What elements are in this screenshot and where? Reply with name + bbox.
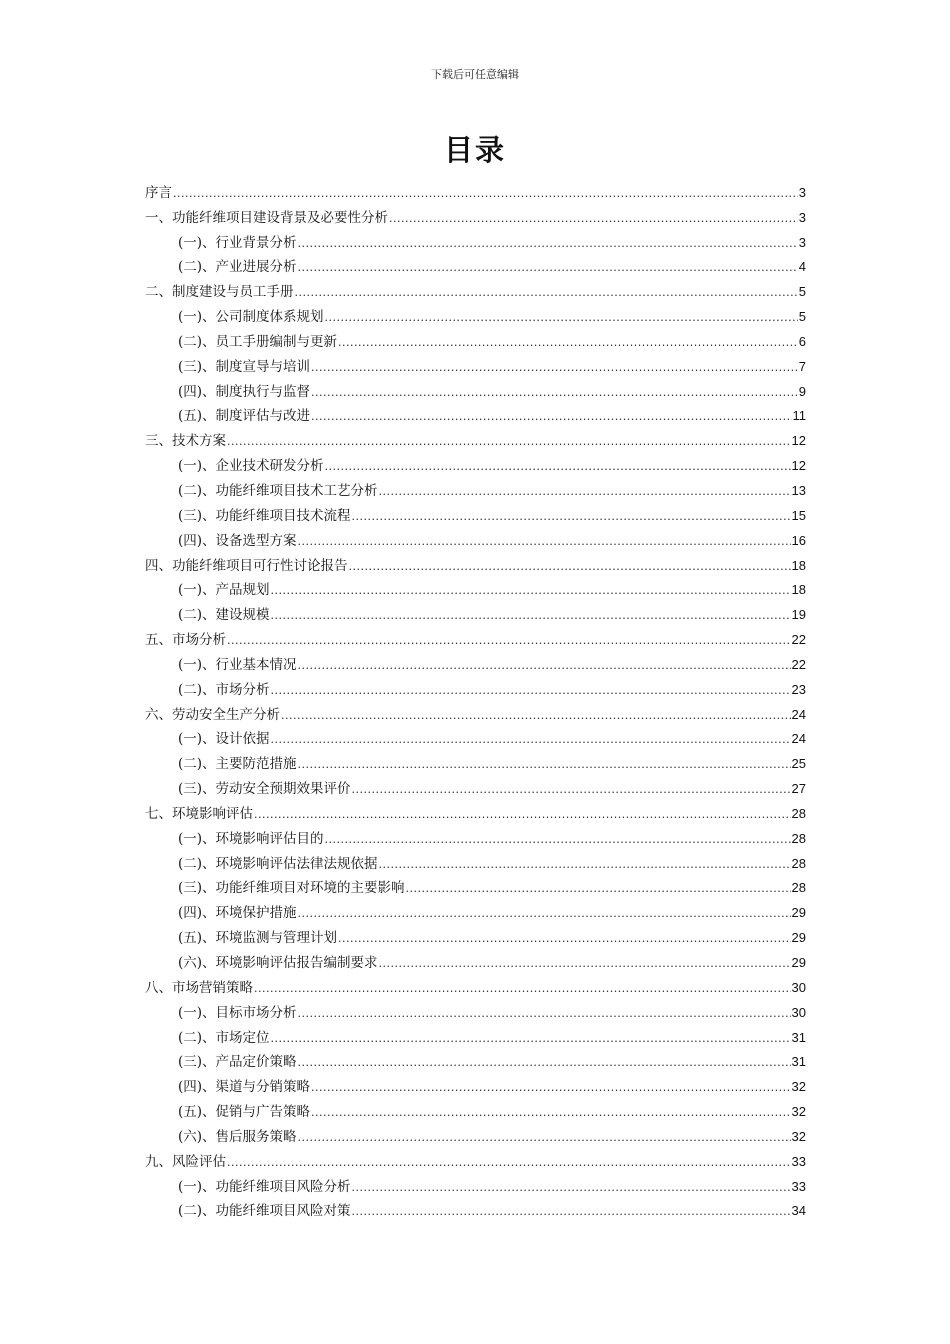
toc-dot-leader [311, 386, 798, 400]
toc-dot-leader [311, 361, 798, 375]
toc-entry-title: 七、环境影响评估 [145, 805, 253, 822]
toc-entry[interactable] [145, 1195, 806, 1220]
toc-entry-title: (五)、制度评估与改进 [178, 408, 311, 425]
toc-page-number: 33 [791, 1153, 806, 1169]
toc-entry[interactable] [145, 1095, 806, 1120]
toc-page-number: 33 [791, 1178, 806, 1194]
toc-page-number: 28 [791, 855, 806, 871]
toc-dot-leader [271, 684, 791, 698]
toc-page-number: 18 [791, 557, 806, 573]
toc-entry[interactable] [145, 176, 806, 201]
toc-page-number: 29 [791, 905, 806, 921]
toc-page-number: 5 [798, 309, 806, 325]
toc-entry[interactable] [145, 648, 806, 673]
toc-entry[interactable] [145, 772, 806, 797]
toc-dot-leader [271, 584, 791, 598]
toc-dot-leader [298, 1131, 791, 1145]
toc-dot-leader [271, 733, 791, 747]
toc-entry-title: (三)、功能纤维项目对环境的主要影响 [178, 880, 405, 897]
toc-entry-title: (二)、建设规模 [178, 607, 270, 624]
toc-dot-leader [298, 261, 798, 275]
toc-dot-leader [298, 758, 791, 772]
toc-page-number: 4 [798, 259, 806, 275]
toc-entry-title: (一)、设计依据 [178, 731, 270, 748]
toc-page-number: 18 [791, 582, 806, 598]
toc-page-number: 7 [798, 358, 806, 374]
toc-dot-leader [227, 435, 791, 449]
toc-entry-title: (三)、功能纤维项目技术流程 [178, 507, 351, 524]
toc-page-number: 32 [791, 1079, 806, 1095]
toc-dot-leader [254, 982, 791, 996]
toc-entry-title: (二)、功能纤维项目风险对策 [178, 1203, 351, 1220]
toc-page-number: 6 [798, 333, 806, 349]
toc-page-number: 23 [791, 681, 806, 697]
toc-page-number: 3 [798, 184, 806, 200]
toc-page-number: 15 [791, 507, 806, 523]
toc-entry-title: (一)、产品规划 [178, 582, 270, 599]
toc-dot-leader [173, 187, 798, 201]
toc-page-number: 24 [791, 731, 806, 747]
toc-dot-leader [349, 560, 791, 574]
toc-entry-title: 六、劳动安全生产分析 [145, 706, 280, 723]
toc-page-number: 30 [791, 979, 806, 995]
toc-dot-leader [311, 410, 791, 424]
toc-dot-leader [379, 957, 791, 971]
toc-dot-leader [298, 237, 798, 251]
toc-entry-title: 序言 [145, 184, 172, 201]
toc-dot-leader [325, 311, 798, 325]
toc-entry[interactable] [145, 1046, 806, 1071]
toc-entry[interactable] [145, 971, 806, 996]
toc-page-number: 3 [798, 234, 806, 250]
toc-entry-title: (一)、企业技术研发分析 [178, 458, 324, 475]
toc-entry[interactable] [145, 872, 806, 897]
toc-entry[interactable] [145, 1070, 806, 1095]
toc-page-number: 29 [791, 955, 806, 970]
toc-page-number: 30 [791, 1004, 806, 1020]
toc-page-number: 5 [798, 284, 806, 300]
toc-entry[interactable] [145, 797, 806, 822]
toc-dot-leader [298, 535, 791, 549]
toc-entry-title: (三)、劳动安全预期效果评价 [178, 781, 351, 798]
toc-page-number: 32 [791, 1104, 806, 1120]
toc-entry[interactable] [145, 549, 806, 574]
toc-dot-leader [311, 1081, 790, 1095]
toc-entry[interactable] [145, 921, 806, 946]
toc-entry[interactable] [145, 996, 806, 1021]
toc-entry[interactable] [145, 1021, 806, 1046]
toc-page-number: 16 [791, 532, 806, 548]
page-header-note: 下载后可任意编辑 [431, 68, 519, 81]
toc-entry-title: (一)、环境影响评估目的 [178, 830, 324, 847]
toc-page-number: 3 [798, 209, 806, 225]
toc-dot-leader [325, 833, 791, 847]
toc-entry-title: (四)、制度执行与监督 [178, 383, 311, 400]
toc-entry-title: (四)、环境保护措施 [178, 905, 297, 922]
toc-entry[interactable] [145, 1145, 806, 1170]
toc-entry-title: (五)、环境监测与管理计划 [178, 930, 338, 947]
toc-page-number: 12 [791, 458, 806, 474]
toc-dot-leader [298, 659, 791, 673]
toc-entry-title: (二)、主要防范措施 [178, 756, 297, 773]
toc-entry-title: (一)、行业基本情况 [178, 656, 297, 673]
toc-entry-title: (一)、公司制度体系规划 [178, 309, 324, 326]
toc-entry-title: (二)、产业进展分析 [178, 259, 297, 276]
toc-page-number: 28 [791, 880, 806, 896]
toc-dot-leader [338, 932, 790, 946]
toc-entry-title: (六)、环境影响评估报告编制要求 [178, 955, 378, 971]
toc-page-number: 32 [791, 1128, 806, 1144]
toc-entry-title: (六)、售后服务策略 [178, 1128, 297, 1145]
toc-entry[interactable] [145, 1170, 806, 1195]
toc-dot-leader [389, 212, 798, 226]
toc-entry-title: 五、市场分析 [145, 632, 226, 649]
toc-entry-title: (二)、市场分析 [178, 681, 270, 698]
toc-entry[interactable] [145, 673, 806, 698]
toc-entry[interactable] [145, 574, 806, 599]
toc-entry-title: (二)、功能纤维项目技术工艺分析 [178, 482, 378, 499]
toc-dot-leader [271, 1032, 791, 1046]
toc-entry-title: 八、市场营销策略 [145, 979, 253, 996]
toc-entry-title: (四)、渠道与分销策略 [178, 1079, 311, 1096]
toc-entry-title: (三)、产品定价策略 [178, 1054, 297, 1071]
toc-entry[interactable] [145, 375, 806, 400]
toc-entry-title: (五)、促销与广告策略 [178, 1104, 311, 1121]
toc-entry-title: (一)、行业背景分析 [178, 234, 297, 251]
toc-dot-leader [298, 907, 791, 921]
toc-entry[interactable] [145, 524, 806, 549]
toc-page-number: 25 [791, 756, 806, 772]
toc-dot-leader [352, 1205, 791, 1219]
toc-entry-title: (二)、市场定位 [178, 1029, 270, 1046]
toc-dot-leader [379, 858, 791, 872]
toc-page-number: 11 [792, 408, 806, 424]
toc-page-number: 28 [791, 805, 806, 821]
toc-entry-title: (四)、设备选型方案 [178, 532, 297, 549]
toc-entry[interactable] [145, 723, 806, 748]
toc-entry-title: 三、技术方案 [145, 433, 226, 450]
toc-dot-leader [298, 1007, 791, 1021]
toc-entry-title: 一、功能纤维项目建设背景及必要性分析 [145, 209, 388, 226]
toc-page-number: 12 [791, 433, 806, 449]
toc-entry[interactable] [145, 896, 806, 921]
toc-entry[interactable] [145, 623, 806, 648]
toc-page-number: 27 [791, 781, 806, 797]
toc-dot-leader [352, 1181, 791, 1195]
toc-page-number: 28 [791, 830, 806, 846]
toc-entry-title: 四、功能纤维项目可行性讨论报告 [145, 557, 348, 574]
toc-entry[interactable] [145, 251, 806, 276]
toc-entry[interactable] [145, 424, 806, 449]
toc-entry[interactable] [145, 226, 806, 251]
toc-dot-leader [298, 1056, 791, 1070]
toc-entry[interactable] [145, 1120, 806, 1145]
toc-entry-title: (一)、目标市场分析 [178, 1004, 297, 1021]
toc-entry[interactable] [145, 350, 806, 375]
toc-entry[interactable] [145, 598, 806, 623]
toc-entry[interactable] [145, 946, 806, 971]
toc-page-number: 29 [791, 930, 806, 946]
toc-dot-leader [254, 808, 791, 822]
toc-dot-leader [352, 783, 791, 797]
toc-dot-leader [325, 460, 791, 474]
toc-entry[interactable] [145, 698, 806, 723]
toc-entry[interactable] [145, 300, 806, 325]
toc-entry-title: (一)、功能纤维项目风险分析 [178, 1178, 351, 1195]
toc-title: 目录 [443, 133, 506, 167]
toc-dot-leader [311, 1106, 790, 1120]
toc-entry[interactable] [145, 275, 806, 300]
toc-dot-leader [352, 510, 791, 524]
toc-dot-leader [281, 709, 791, 723]
toc-entry[interactable] [145, 474, 806, 499]
toc-dot-leader [338, 336, 798, 350]
toc-dot-leader [406, 882, 791, 896]
toc-entry[interactable] [145, 822, 806, 847]
toc-page-number: 34 [791, 1203, 806, 1219]
toc-entry-title: 二、制度建设与员工手册 [145, 284, 294, 301]
toc-dot-leader [271, 609, 791, 623]
toc-entry[interactable] [145, 201, 806, 226]
toc-entry-title: 九、风险评估 [145, 1153, 226, 1170]
toc-entry-title: (二)、员工手册编制与更新 [178, 333, 338, 350]
toc-page-number: 19 [791, 607, 806, 623]
toc-entry-title: (三)、制度宣导与培训 [178, 358, 311, 375]
toc-entry[interactable] [145, 325, 806, 350]
toc-page-number: 9 [798, 383, 806, 399]
toc-page-number: 13 [791, 482, 806, 498]
toc-page-number: 22 [791, 656, 806, 672]
toc-dot-leader [227, 634, 791, 648]
toc-entry[interactable] [145, 449, 806, 474]
toc-entry[interactable] [145, 747, 806, 772]
toc-dot-leader [379, 485, 791, 499]
toc-entry[interactable] [145, 847, 806, 872]
toc-page-number: 31 [791, 1054, 806, 1070]
toc-page-number: 31 [791, 1029, 806, 1045]
toc-entry[interactable] [145, 499, 806, 524]
toc-page-number: 24 [791, 706, 806, 722]
toc-entry-title: (二)、环境影响评估法律法规依据 [178, 855, 378, 872]
toc-dot-leader [295, 286, 798, 300]
toc-page-number: 22 [791, 632, 806, 648]
table-of-contents [145, 176, 806, 1219]
toc-entry[interactable] [145, 400, 806, 425]
toc-dot-leader [227, 1156, 791, 1170]
